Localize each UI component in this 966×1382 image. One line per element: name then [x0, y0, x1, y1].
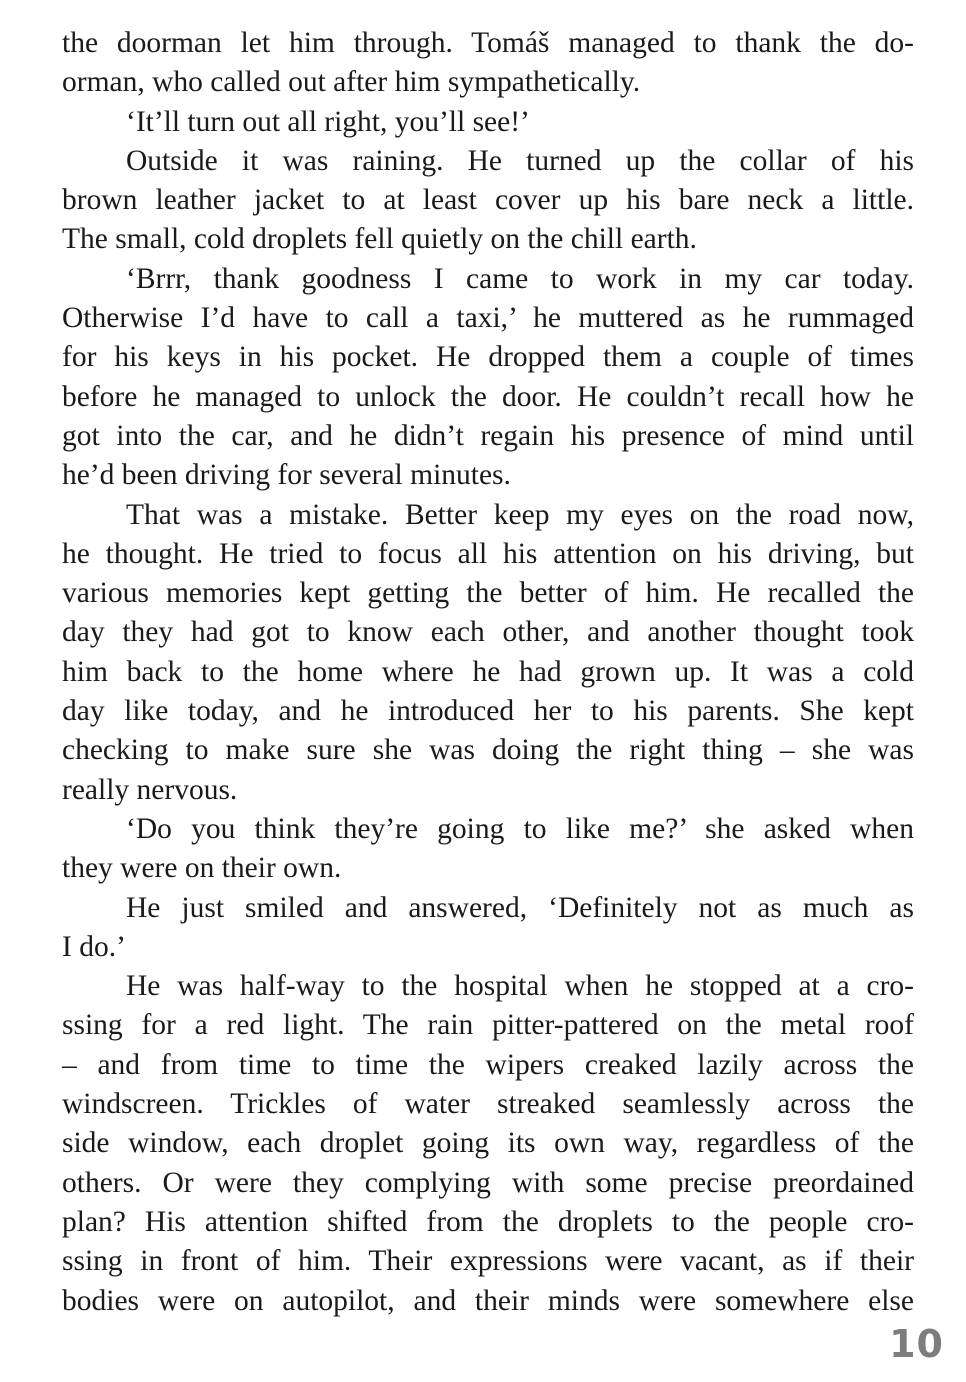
text-line: got into the car, and he didn’t regain his presence of mind until: [62, 419, 914, 452]
text-line: really nervous.: [62, 773, 238, 806]
text-line: the doorman let him through. Tomáš managed to thank the do-: [62, 27, 914, 59]
text-line: ssing for a red light. The rain pitter-pattered on the metal roof: [62, 1009, 914, 1042]
page-number: 10: [889, 1322, 944, 1366]
text-line: bodies were on autopilot, and their minds were somewhere else: [62, 1284, 914, 1317]
text-line: The small, cold droplets fell quietly on the chill earth.: [62, 223, 697, 256]
text-line: he thought. He tried to focus all his attention on his driving, but: [62, 537, 914, 570]
text-line: plan? His attention shifted from the droplets to the people cro-: [62, 1205, 914, 1238]
text-line: ‘Do you think they’re going to like me?’ she asked when: [126, 812, 914, 845]
text-line: others. Or were they complying with some precise preordained: [62, 1166, 914, 1199]
book-page-text: [62, 24, 914, 1321]
text-line: ssing in front of him. Their expressions were vacant, as if their: [62, 1245, 914, 1278]
text-line: ‘It’ll turn out all right, you’ll see!’: [126, 105, 530, 138]
text-line: various memories kept getting the better of him. He recalled the: [62, 577, 914, 610]
text-line: for his keys in his pocket. He dropped them a couple of times: [62, 341, 914, 374]
text-line: they were on their own.: [62, 852, 342, 885]
text-line: He just smiled and answered, ‘Definitely not as much as: [126, 891, 914, 924]
text-line: day like today, and he introduced her to his parents. She kept: [62, 695, 914, 728]
text-line: day they had got to know each other, and another thought took: [62, 616, 914, 649]
text-line: him back to the home where he had grown up. It was a cold: [62, 655, 914, 688]
text-line: orman, who called out after him sympathetically.: [62, 66, 641, 99]
text-line: side window, each droplet going its own way, regardless of the: [62, 1127, 914, 1160]
text-line: Outside it was raining. He turned up the collar of his: [126, 144, 914, 177]
text-line: windscreen. Trickles of water streaked seamlessly across the: [62, 1088, 914, 1121]
text-line: – and from time to time the wipers creaked lazily across the: [62, 1048, 914, 1081]
text-line: brown leather jacket to at least cover up his bare neck a little.: [62, 184, 914, 217]
text-line: before he managed to unlock the door. He couldn’t recall how he: [62, 380, 914, 413]
text-line: checking to make sure she was doing the right thing – she was: [62, 734, 914, 767]
text-line: he’d been driving for several minutes.: [62, 459, 511, 492]
text-line: ‘Brrr, thank goodness I came to work in my car today.: [126, 262, 914, 295]
text-line: He was half-way to the hospital when he stopped at a cro-: [126, 970, 914, 1003]
text-line: That was a mistake. Better keep my eyes on the road now,: [126, 498, 914, 531]
text-line: I do.’: [62, 930, 126, 963]
text-line: Otherwise I’d have to call a taxi,’ he muttered as he rummaged: [62, 302, 914, 335]
